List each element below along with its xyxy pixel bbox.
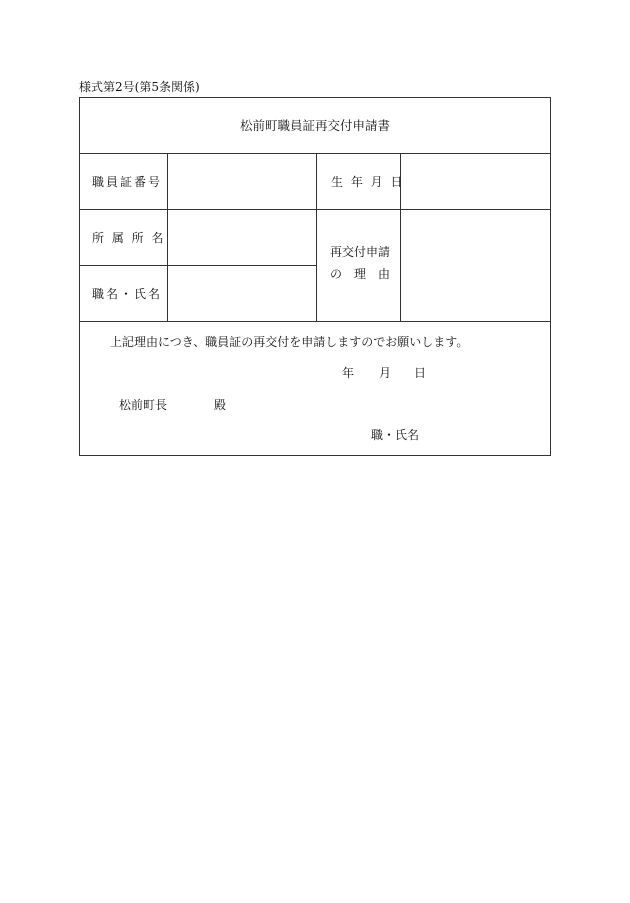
id-number-label: 職員証番号 bbox=[92, 175, 163, 189]
position-name-label: 職名・氏名 bbox=[92, 287, 163, 301]
application-form-table bbox=[79, 97, 551, 456]
addressee-honorific: 殿 bbox=[214, 398, 227, 412]
id-number-field[interactable] bbox=[168, 154, 316, 209]
birthdate-field[interactable] bbox=[401, 154, 550, 209]
reason-field[interactable] bbox=[401, 210, 550, 321]
date-day-label: 日 bbox=[414, 366, 427, 380]
position-name-field[interactable] bbox=[168, 266, 316, 321]
reason-label-line2: の 理 由 bbox=[330, 267, 391, 281]
department-field[interactable] bbox=[168, 210, 316, 265]
col2-divider bbox=[316, 153, 317, 321]
form-number: 様式第2号(第5条関係) bbox=[79, 80, 200, 94]
row3-divider bbox=[80, 321, 550, 322]
form-title: 松前町職員証再交付申請書 bbox=[239, 118, 390, 133]
date-year-label: 年 bbox=[342, 366, 355, 380]
reason-label-line1: 再交付申請 bbox=[330, 245, 391, 259]
request-statement: 上記理由につき、職員証の再交付を申請しますのでお願いします。 bbox=[110, 335, 469, 349]
addressee-title: 松前町長 bbox=[119, 398, 168, 412]
date-month-label: 月 bbox=[379, 366, 392, 380]
signature-label: 職・氏名 bbox=[371, 428, 420, 442]
department-label: 所 属 所 名 bbox=[92, 231, 166, 245]
birthdate-label: 生 年 月 日 bbox=[331, 175, 405, 189]
